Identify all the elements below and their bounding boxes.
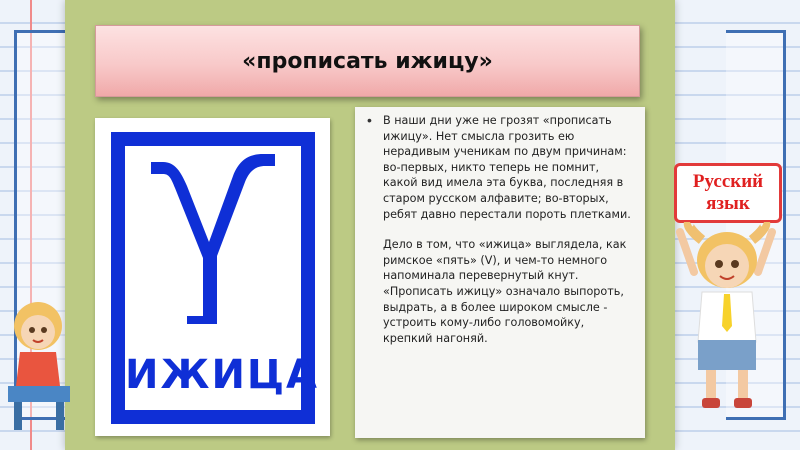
slide-title: «прописать ижицу» bbox=[242, 48, 493, 74]
letter-card bbox=[95, 118, 330, 436]
letter-name: ИЖИЦА bbox=[125, 352, 319, 398]
badge-line-2: язык bbox=[706, 193, 750, 214]
izhitsa-glyph-icon bbox=[125, 146, 301, 346]
paragraph-2: Дело в том, что «ижица» выглядела, как римское «пять» (V), и чем-то немного напоминала перевернутый кнут. «Прописать ижицу» означало выпороть, выдрать, а в более широком смысле - устроить кому-либо головомойку, крепкий нагоняй. bbox=[383, 238, 627, 345]
girl-illustration-icon bbox=[672, 222, 780, 422]
paragraph-1: • В наши дни уже не грозят «прописать ижицу». Нет смысла грозить ею нерадивым ученикам по двум причинам: во-первых, никто теперь не помнит, какой вид имела эта буква, последняя в старом русском алфавите; во-вторых, ребят давно перестали пороть плетками. bbox=[383, 114, 631, 221]
letter-frame bbox=[111, 132, 319, 424]
subject-badge bbox=[674, 163, 782, 223]
text-box bbox=[355, 107, 645, 438]
title-box bbox=[95, 25, 640, 97]
list-item bbox=[365, 113, 635, 346]
girl-at-desk-icon bbox=[8, 290, 70, 430]
text-list bbox=[365, 113, 635, 346]
badge-line-1: Русский bbox=[692, 171, 764, 192]
